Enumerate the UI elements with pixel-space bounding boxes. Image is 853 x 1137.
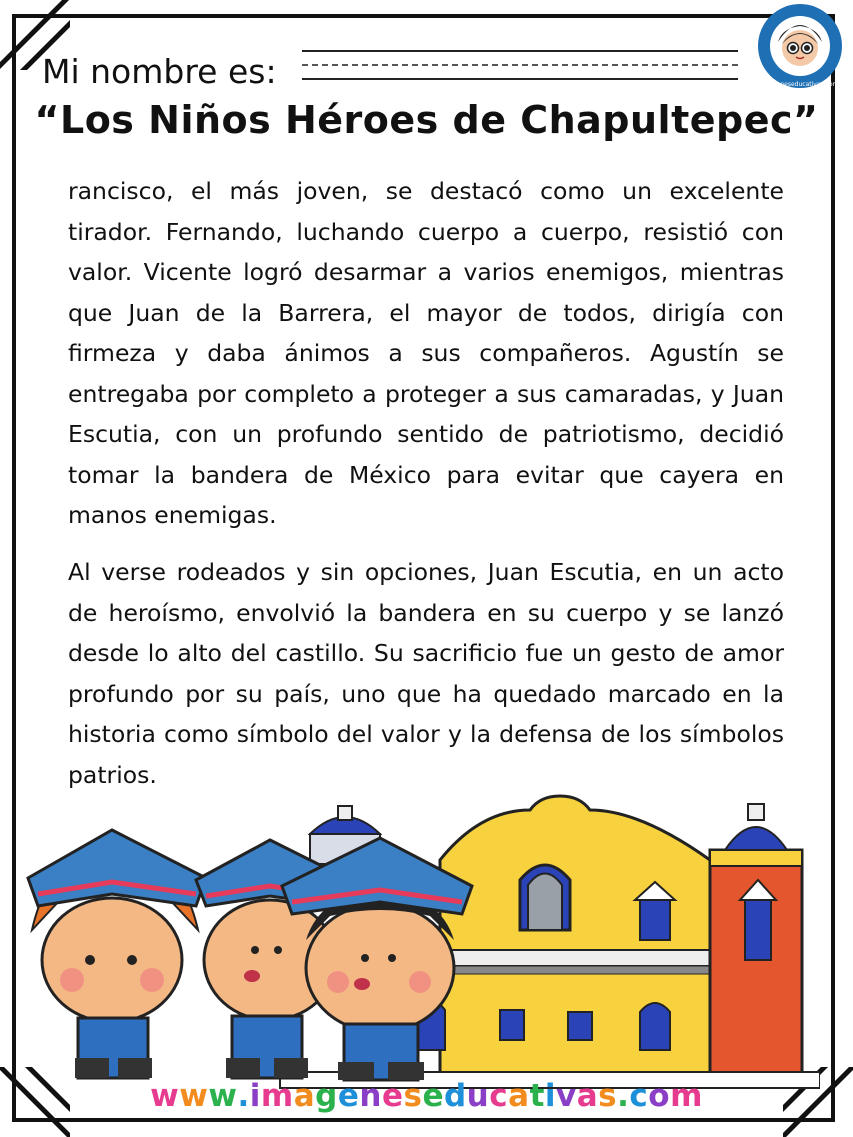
page-title: “Los Niños Héroes de Chapultepec” [34, 98, 819, 142]
castle-balcony [420, 950, 720, 974]
paragraph-1: rancisco, el más joven, se destacó como un excelente tirador. Fernando, luchando cuerpo a cuerpo, resistió con valor. Vicente logró desarmar a varios enemigos, mientras que Juan de la Barrera, el mayor de todos, dirigía con firmeza y daba ánimos a sus compañeros. Agustín se entregaba por completo a proteger a sus camaradas, y Juan Escutia, con un profundo sentido de patriotismo, decidió tomar la bandera de México para evitar que cayera en manos enemigas. [68, 177, 784, 529]
footer-url-text: www.imageneseducativas.com [150, 1078, 703, 1114]
name-row [42, 46, 742, 92]
name-writing-lines[interactable] [302, 50, 738, 90]
cadet-left [28, 830, 206, 1078]
castle-right-tower [710, 804, 802, 1080]
footer-website-url[interactable] [0, 1078, 853, 1114]
logo-ring-text: imageneseducativas.com [761, 81, 839, 88]
logo-icon [756, 2, 844, 90]
castle-and-cadets-illustration [20, 790, 820, 1090]
name-label: Mi nombre es: [42, 52, 277, 91]
paragraph-2: Al verse rodeados y sin opciones, Juan Escutia, en un acto de heroísmo, envolvió la bandera en su cuerpo y se lanzó desde lo alto del castillo. Su sacrificio fue un gesto de amor profundo por su país, uno que ha quedado marcado en la historia como símbolo del valor y la defensa de los símbolos patrios. [68, 558, 784, 789]
